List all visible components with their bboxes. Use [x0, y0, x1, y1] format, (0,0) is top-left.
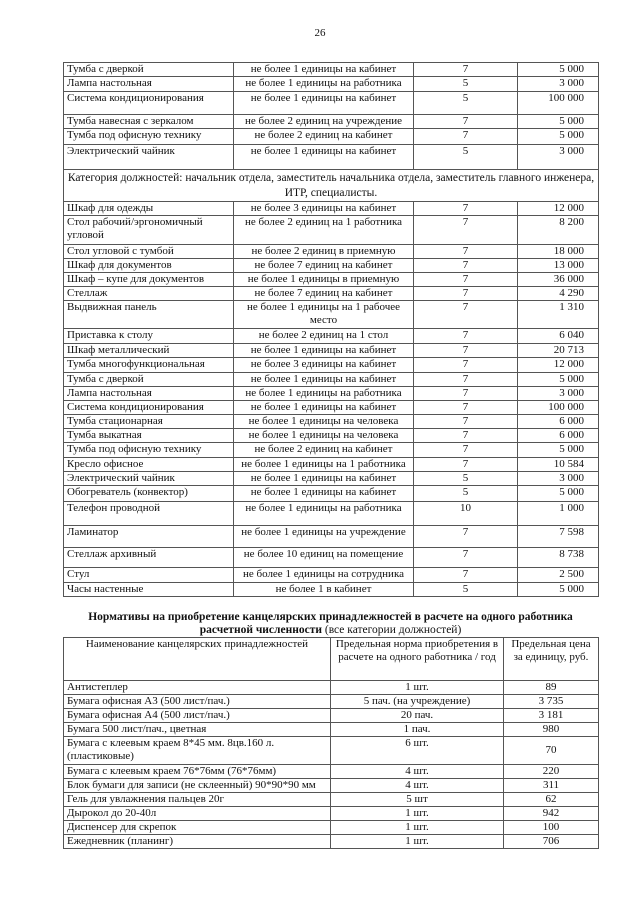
table-row: [64, 429, 599, 443]
price: 3 000: [518, 387, 599, 401]
title-normal: (все категории должностей): [321, 624, 462, 636]
unit-price: 100: [504, 821, 599, 835]
unit-price: 942: [504, 807, 599, 821]
unit-price: 220: [504, 765, 599, 779]
quantity-norm: не более 10 единиц на помещение: [234, 548, 414, 568]
service-life: 5: [414, 486, 518, 502]
quantity-norm: не более 1 единицы на кабинет: [234, 145, 414, 170]
price: 7 598: [518, 526, 599, 548]
annual-norm: 4 шт.: [331, 779, 504, 793]
table-row: [64, 526, 599, 548]
quantity-norm: не более 2 единиц в приемную: [234, 245, 414, 259]
quantity-norm: не более 7 единиц на кабинет: [234, 259, 414, 273]
item-name: Гель для увлажнения пальцев 20г: [64, 793, 331, 807]
price: 10 584: [518, 458, 599, 472]
table-row: [64, 737, 599, 765]
quantity-norm: не более 2 единиц на 1 работника: [234, 216, 414, 245]
price: 100 000: [518, 92, 599, 115]
price: 20 713: [518, 344, 599, 358]
service-life: 7: [414, 259, 518, 273]
price: 12 000: [518, 202, 599, 216]
table-row: [64, 92, 599, 115]
quantity-norm: не более 1 единицы на 1 работника: [234, 458, 414, 472]
price: 6 000: [518, 415, 599, 429]
price: 8 200: [518, 216, 599, 245]
service-life: 7: [414, 443, 518, 458]
annual-norm: 1 пач.: [331, 723, 504, 737]
table-row: [64, 548, 599, 568]
table-row: [64, 216, 599, 245]
price: 4 290: [518, 287, 599, 301]
item-name: Тумба многофункциональная: [64, 358, 234, 373]
quantity-norm: не более 2 единиц на кабинет: [234, 443, 414, 458]
annual-norm: 20 пач.: [331, 709, 504, 723]
item-name: Антистеплер: [64, 681, 331, 695]
service-life: 7: [414, 245, 518, 259]
stationery-section-title: [63, 611, 598, 637]
table-row: [64, 202, 599, 216]
item-name: Тумба под офисную технику: [64, 129, 234, 145]
item-name: Кресло офисное: [64, 458, 234, 472]
item-name: Бумага 500 лист/пач., цветная: [64, 723, 331, 737]
table-row: [64, 373, 599, 387]
item-name: Бумага офисная А3 (500 лист/пач.): [64, 695, 331, 709]
quantity-norm: не более 1 единицы в приемную: [234, 273, 414, 287]
header-item-name: Наименование канцелярских принадлежностей: [64, 638, 331, 681]
table-row: [64, 387, 599, 401]
item-name: Телефон проводной: [64, 502, 234, 526]
quantity-norm: не более 1 единицы на кабинет: [234, 472, 414, 486]
furniture-norms-table: [63, 62, 599, 597]
annual-norm: 1 шт.: [331, 821, 504, 835]
quantity-norm: не более 1 единицы на кабинет: [234, 401, 414, 415]
table-row: [64, 259, 599, 273]
header-norm: Предельная норма приобретения в расчете на одного работника / год: [331, 638, 504, 681]
table-row: [64, 245, 599, 259]
price: 5 000: [518, 373, 599, 387]
quantity-norm: не более 1 единицы на 1 рабочее место: [234, 301, 414, 329]
annual-norm: 5 пач. (на учреждение): [331, 695, 504, 709]
table-row: [64, 415, 599, 429]
quantity-norm: не более 1 единицы на кабинет: [234, 63, 414, 77]
service-life: 7: [414, 63, 518, 77]
table-row: [64, 358, 599, 373]
table-row: [64, 301, 599, 329]
table-row: [64, 568, 599, 583]
price: 5 000: [518, 486, 599, 502]
item-name: Шкаф для документов: [64, 259, 234, 273]
item-name: Тумба выкатная: [64, 429, 234, 443]
unit-price: 89: [504, 681, 599, 695]
item-name: Ежедневник (планинг): [64, 835, 331, 849]
table-row: [64, 583, 599, 597]
table-row: [64, 835, 599, 849]
service-life: 5: [414, 77, 518, 92]
item-name: Стеллаж архивный: [64, 548, 234, 568]
quantity-norm: не более 1 единицы на кабинет: [234, 92, 414, 115]
service-life: 5: [414, 472, 518, 486]
annual-norm: 1 шт.: [331, 807, 504, 821]
header-price: Предельная цена за единицу, руб.: [504, 638, 599, 681]
service-life: 7: [414, 329, 518, 344]
table-row: [64, 486, 599, 502]
title-bold: Нормативы на приобретение канцелярских принадлежностей в расчете на одного работника расчетной численности: [88, 611, 573, 636]
item-name: Блок бумаги для записи (не склеенный) 90*90*90 мм: [64, 779, 331, 793]
table-row: [64, 115, 599, 129]
service-life: 7: [414, 301, 518, 329]
table-row: [64, 821, 599, 835]
quantity-norm: не более 1 единицы на кабинет: [234, 344, 414, 358]
item-name: Система кондиционирования: [64, 92, 234, 115]
category-row: [64, 170, 599, 202]
category-heading: Категория должностей: начальник отдела, заместитель начальника отдела, заместитель главного инженера, ИТР, специалисты.: [64, 170, 599, 202]
unit-price: 70: [504, 737, 599, 765]
price: 6 000: [518, 429, 599, 443]
table-row: [64, 77, 599, 92]
item-name: Система кондиционирования: [64, 401, 234, 415]
price: 3 000: [518, 77, 599, 92]
quantity-norm: не более 7 единиц на кабинет: [234, 287, 414, 301]
table-row: [64, 793, 599, 807]
quantity-norm: не более 1 единицы на человека: [234, 415, 414, 429]
service-life: 7: [414, 429, 518, 443]
quantity-norm: не более 2 единиц на учреждение: [234, 115, 414, 129]
table-row: [64, 344, 599, 358]
service-life: 7: [414, 373, 518, 387]
price: 36 000: [518, 273, 599, 287]
price: 13 000: [518, 259, 599, 273]
table-header-row: [64, 638, 599, 681]
service-life: 7: [414, 344, 518, 358]
item-name: Обогреватель (конвектор): [64, 486, 234, 502]
table-row: [64, 145, 599, 170]
price: 18 000: [518, 245, 599, 259]
service-life: 7: [414, 358, 518, 373]
quantity-norm: не более 1 единицы на работника: [234, 77, 414, 92]
table-row: [64, 401, 599, 415]
price: 6 040: [518, 329, 599, 344]
service-life: 7: [414, 548, 518, 568]
quantity-norm: не более 2 единиц на 1 стол: [234, 329, 414, 344]
item-name: Шкаф – купе для документов: [64, 273, 234, 287]
quantity-norm: не более 1 единицы на работника: [234, 502, 414, 526]
table-row: [64, 681, 599, 695]
table-row: [64, 807, 599, 821]
item-name: Стол угловой с тумбой: [64, 245, 234, 259]
service-life: 5: [414, 583, 518, 597]
table-row: [64, 329, 599, 344]
unit-price: 980: [504, 723, 599, 737]
item-name: Тумба навесная с зеркалом: [64, 115, 234, 129]
table-row: [64, 765, 599, 779]
service-life: 7: [414, 526, 518, 548]
quantity-norm: не более 1 единицы на работника: [234, 387, 414, 401]
service-life: 7: [414, 568, 518, 583]
quantity-norm: не более 1 в кабинет: [234, 583, 414, 597]
table-row: [64, 723, 599, 737]
unit-price: 706: [504, 835, 599, 849]
service-life: 7: [414, 129, 518, 145]
item-name: Дырокол до 20-40л: [64, 807, 331, 821]
item-name: Бумага офисная А4 (500 лист/пач.): [64, 709, 331, 723]
table-row: [64, 709, 599, 723]
price: 5 000: [518, 63, 599, 77]
table-row: [64, 695, 599, 709]
item-name: Лампа настольная: [64, 77, 234, 92]
item-name: Шкаф для одежды: [64, 202, 234, 216]
table-row: [64, 472, 599, 486]
service-life: 7: [414, 115, 518, 129]
service-life: 10: [414, 502, 518, 526]
item-name: Шкаф металлический: [64, 344, 234, 358]
item-name: Стул: [64, 568, 234, 583]
table-row: [64, 502, 599, 526]
unit-price: 3 735: [504, 695, 599, 709]
service-life: 7: [414, 287, 518, 301]
table-row: [64, 273, 599, 287]
table-row: [64, 129, 599, 145]
item-name: Диспенсер для скрепок: [64, 821, 331, 835]
service-life: 7: [414, 401, 518, 415]
price: 1 310: [518, 301, 599, 329]
price: 8 738: [518, 548, 599, 568]
service-life: 7: [414, 216, 518, 245]
item-name: Тумба стационарная: [64, 415, 234, 429]
table-row: [64, 287, 599, 301]
quantity-norm: не более 1 единицы на кабинет: [234, 486, 414, 502]
item-name: Электрический чайник: [64, 145, 234, 170]
service-life: 7: [414, 202, 518, 216]
annual-norm: 1 шт.: [331, 681, 504, 695]
item-name: Лампа настольная: [64, 387, 234, 401]
price: 5 000: [518, 115, 599, 129]
price: 5 000: [518, 443, 599, 458]
item-name: Стеллаж: [64, 287, 234, 301]
quantity-norm: не более 2 единиц на кабинет: [234, 129, 414, 145]
service-life: 5: [414, 145, 518, 170]
quantity-norm: не более 3 единицы на кабинет: [234, 358, 414, 373]
quantity-norm: не более 1 единицы на человека: [234, 429, 414, 443]
table-row: [64, 443, 599, 458]
table-row: [64, 63, 599, 77]
quantity-norm: не более 3 единицы на кабинет: [234, 202, 414, 216]
item-name: Бумага с клеевым краем 76*76мм (76*76мм): [64, 765, 331, 779]
price: 2 500: [518, 568, 599, 583]
table-row: [64, 458, 599, 472]
page-number: 26: [314, 27, 326, 39]
annual-norm: 1 шт.: [331, 835, 504, 849]
item-name: Ламинатор: [64, 526, 234, 548]
item-name: Стол рабочий/эргономичный угловой: [64, 216, 234, 245]
table-row: [64, 779, 599, 793]
price: 5 000: [518, 129, 599, 145]
unit-price: 62: [504, 793, 599, 807]
quantity-norm: не более 1 единицы на кабинет: [234, 373, 414, 387]
stationery-norms-table: [63, 637, 599, 849]
annual-norm: 4 шт.: [331, 765, 504, 779]
annual-norm: 6 шт.: [331, 737, 504, 765]
item-name: Бумага с клеевым краем 8*45 мм. 8цв.160 л. (пластиковые): [64, 737, 331, 765]
item-name: Тумба с дверкой: [64, 373, 234, 387]
item-name: Электрический чайник: [64, 472, 234, 486]
unit-price: 3 181: [504, 709, 599, 723]
annual-norm: 5 шт: [331, 793, 504, 807]
price: 3 000: [518, 472, 599, 486]
service-life: 7: [414, 415, 518, 429]
item-name: Приставка к столу: [64, 329, 234, 344]
quantity-norm: не более 1 единицы на сотрудника: [234, 568, 414, 583]
service-life: 7: [414, 273, 518, 287]
service-life: 5: [414, 92, 518, 115]
item-name: Тумба под офисную технику: [64, 443, 234, 458]
quantity-norm: не более 1 единицы на учреждение: [234, 526, 414, 548]
price: 3 000: [518, 145, 599, 170]
item-name: Часы настенные: [64, 583, 234, 597]
price: 100 000: [518, 401, 599, 415]
service-life: 7: [414, 387, 518, 401]
item-name: Тумба с дверкой: [64, 63, 234, 77]
price: 12 000: [518, 358, 599, 373]
price: 5 000: [518, 583, 599, 597]
unit-price: 311: [504, 779, 599, 793]
item-name: Выдвижная панель: [64, 301, 234, 329]
price: 1 000: [518, 502, 599, 526]
service-life: 7: [414, 458, 518, 472]
